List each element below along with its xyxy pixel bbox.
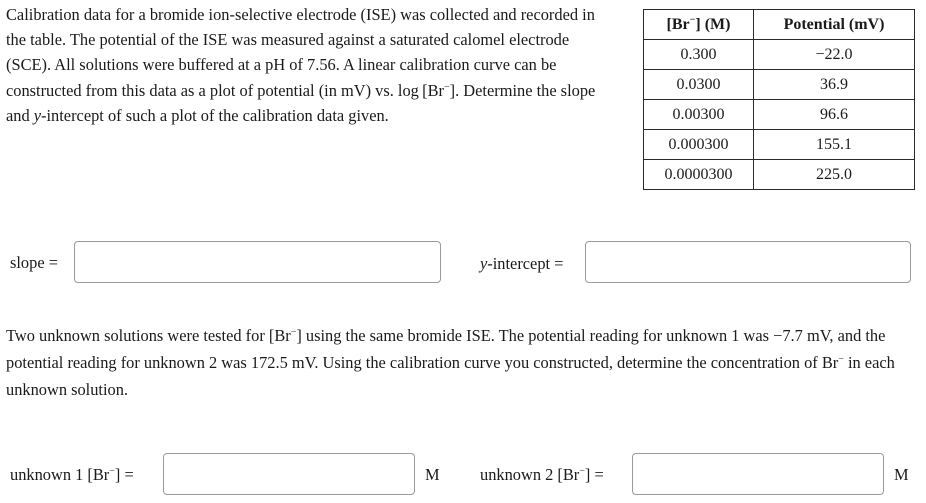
unknown1-label: unknown 1 [Br−] = <box>10 465 134 484</box>
table-header-row <box>644 10 915 40</box>
cell-potential: −22.0 <box>754 40 915 70</box>
cell-potential: 36.9 <box>754 70 915 100</box>
table-row <box>644 70 915 100</box>
slope-input[interactable] <box>74 241 441 283</box>
intro-italic-y: y <box>33 105 42 125</box>
cell-concentration: 0.0000300 <box>644 160 754 190</box>
intro-superscript: − <box>444 81 450 93</box>
header-potential: Potential (mV) <box>754 10 915 40</box>
cell-concentration: 0.000300 <box>644 130 754 160</box>
unknowns-paragraph: Two unknown solutions were tested for [Br−] using the same bromide ISE. The potential reading for unknown 1 was −7.7 mV, and the potential reading for unknown 2 was 172.5 mV. Using the calibration curve you constructed, determine the concentration of Br− in each unknown solution. <box>6 326 895 399</box>
intro-text-2: ]. Determine the slope and <box>6 80 596 125</box>
intercept-label: y-intercept = <box>480 254 564 273</box>
cell-concentration: 0.0300 <box>644 70 754 100</box>
slope-label: slope = <box>10 253 58 272</box>
cell-concentration: 0.300 <box>644 40 754 70</box>
cell-potential: 155.1 <box>754 130 915 160</box>
problem-intro <box>6 2 618 128</box>
unknown2-label: unknown 2 [Br−] = <box>480 465 604 484</box>
table-row <box>644 130 915 160</box>
cell-concentration: 0.00300 <box>644 100 754 130</box>
table-row <box>644 160 915 190</box>
header-concentration: [Br−] (M) <box>644 10 754 40</box>
calibration-table <box>643 9 915 190</box>
table-row <box>644 40 915 70</box>
unknown1-input[interactable] <box>163 453 415 495</box>
intro-paragraph <box>6 2 618 128</box>
intro-text-1: Calibration data for a bromide ion-selective electrode (ISE) was collected and recorded in the table. The potential of the ISE was measured against a saturated calomel electrode (SCE). All solutions were buffered at a pH of 7.56. A linear calibration curve can be constructed from this data as a plot of potential (in mV) vs. log [Br <box>6 5 595 100</box>
unknown2-input[interactable] <box>632 453 884 495</box>
unknown1-unit: M <box>425 465 440 484</box>
cell-potential: 225.0 <box>754 160 915 190</box>
cell-potential: 96.6 <box>754 100 915 130</box>
intro-text-3: -intercept of such a plot of the calibration data given. <box>41 105 389 125</box>
table-row <box>644 100 915 130</box>
intercept-input[interactable] <box>585 241 911 283</box>
unknown2-unit: M <box>894 465 909 484</box>
